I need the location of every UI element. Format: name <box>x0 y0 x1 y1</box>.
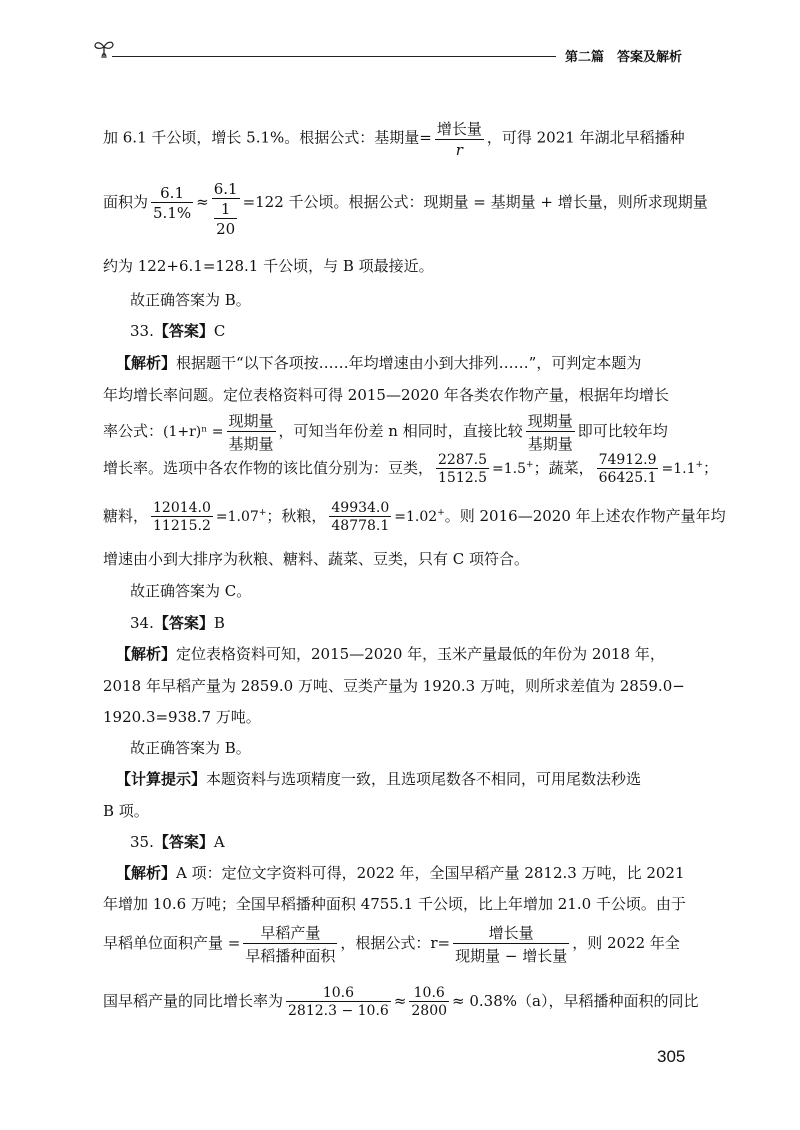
fraction-10-6-over-2800: $\frac{10.6}{2800}$ <box>411 985 448 1019</box>
text-line-12: 故正确答案为 C。 <box>130 582 252 600</box>
text-line-4: 故正确答案为 B。 <box>130 291 251 309</box>
fraction-autumn-grain: $\frac{49934.0}{48778.1}$ <box>331 500 390 534</box>
text-line-22: 年增加 10.6 万吨；全国早稻播种面积 4755.1 千公顷，比上年增加 21.0 千公顷。由于 <box>103 895 686 913</box>
fraction-soybean: $\frac{2287.5}{1512.5}$ <box>438 452 488 486</box>
text-line-3: 约为 122+6.1=128.1 千公顷，与 B 项最接近。 <box>103 257 434 275</box>
page-number: 305 <box>657 1047 686 1066</box>
text-line-18: 【计算提示】本题资料与选项精度一致，且选项尾数各不相同，可用尾数法秒选 <box>116 770 642 788</box>
text-line-15: 2018 年早稻产量为 2859.0 万吨、豆类产量为 1920.3 万吨，则所求差值为 2859.0− <box>103 677 685 695</box>
text-line-6: 【解析】根据题干“以下各项按……年均增速由小到大排列……”，可判定本题为 <box>116 354 642 372</box>
fraction-current-over-base: $\frac{\text{现期量}}{\text{基期量}}$ <box>228 412 274 453</box>
question-33-answer: 33.【答案】C <box>130 322 226 340</box>
text-line-10: 糖料， $\frac{12014.0}{11215.2}$ =1.07+；秋粮， $\frac{49934.0}{48778.1}$ =1.02+。则 2016—2020 年上述农作物产量年均 <box>103 500 726 534</box>
fraction-6-1-over-1-20: $\frac{6.1}{\frac{1}{20}}$ <box>213 180 238 238</box>
text-line-24: 国早稻产量的同比增长率为 $\frac{10.6}{2812.3 - 10.6}$ ≈ $\frac{10.6}{2800}$ ≈ 0.38%（a），早稻播种面积的同比 <box>103 985 699 1019</box>
fraction-growth-rate: $\frac{\text{增长量}}{\text{现期量 − 增长量}}$ <box>455 924 568 965</box>
fraction-current-over-base-2: $\frac{\text{现期量}}{\text{基期量}}$ <box>527 412 573 453</box>
text-line-8: 率公式：(1+r)ⁿ = $\frac{\text{现期量}}{\text{基期量}}$ ，可知当年份差 n 相同时，直接比较 $\frac{\text{现期量}}{\text{基期量}}$ 即可比较年均 <box>103 412 668 453</box>
fraction-vegetable: $\frac{74912.9}{66425.1}$ <box>598 452 657 486</box>
text-line-23: 早稻单位面积产量 = $\frac{\text{早稻产量}}{\text{早稻播种面积}}$ ，根据公式：r= $\frac{\text{增长量}}{\text{现期量 − 增长量}}$ ，则 2022 年全 <box>103 924 680 965</box>
text-line-19: B 项。 <box>103 802 149 820</box>
question-34-answer: 34.【答案】B <box>130 614 225 632</box>
text-line-17: 故正确答案为 B。 <box>130 739 251 757</box>
fraction-early-rice-growth: $\frac{10.6}{2812.3 - 10.6}$ <box>288 985 389 1019</box>
fraction-yield-per-area: $\frac{\text{早稻产量}}{\text{早稻播种面积}}$ <box>245 924 336 965</box>
text-line-14: 【解析】定位表格资料可知，2015—2020 年，玉米产量最低的年份为 2018 年， <box>116 645 665 663</box>
text-line-16: 1920.3=938.7 万吨。 <box>103 708 261 726</box>
header-rule-end <box>542 56 556 57</box>
header-title: 第二篇 答案及解析 <box>565 50 683 65</box>
text-line-9: 增长率。选项中各农作物的该比值分别为：豆类， $\frac{2287.5}{1512.5}$ =1.5+；蔬菜， $\frac{74912.9}{66425.1}$ =1.1+； <box>103 452 719 486</box>
text-line-21: 【解析】A 项：定位文字资料可得，2022 年，全国早稻产量 2812.3 万吨，比 2021 <box>116 864 685 882</box>
text-line-11: 增速由小到大排序为秋粮、糖料、蔬菜、豆类，只有 C 项符合。 <box>103 550 530 568</box>
text-line-1: 加 6.1 千公顷，增长 5.1%。根据公式：基期量= $\frac{\text{增长量}}{r}$ ，可得 2021 年湖北早稻播种 <box>103 120 685 159</box>
fraction-6-1-over-5-1: $\frac{6.1}{5.1\%}$ <box>153 184 192 222</box>
question-35-answer: 35.【答案】A <box>130 833 225 851</box>
text-line-7: 年均增长率问题。定位表格资料可得 2015—2020 年各类农作物产量，根据年均增长 <box>103 386 669 404</box>
fraction-sugar: $\frac{12014.0}{11215.2}$ <box>153 500 211 534</box>
text-line-2: 面积为 $\frac{6.1}{5.1\%}$ ≈ $\frac{6.1}{\frac{1}{20}}$ =122 千公顷。根据公式：现期量 = 基期量 + 增长量，则所求现期量 <box>103 180 708 238</box>
fraction-base-formula: $\frac{\text{增长量}}{r}$ <box>436 120 482 159</box>
header-rule <box>112 56 542 57</box>
